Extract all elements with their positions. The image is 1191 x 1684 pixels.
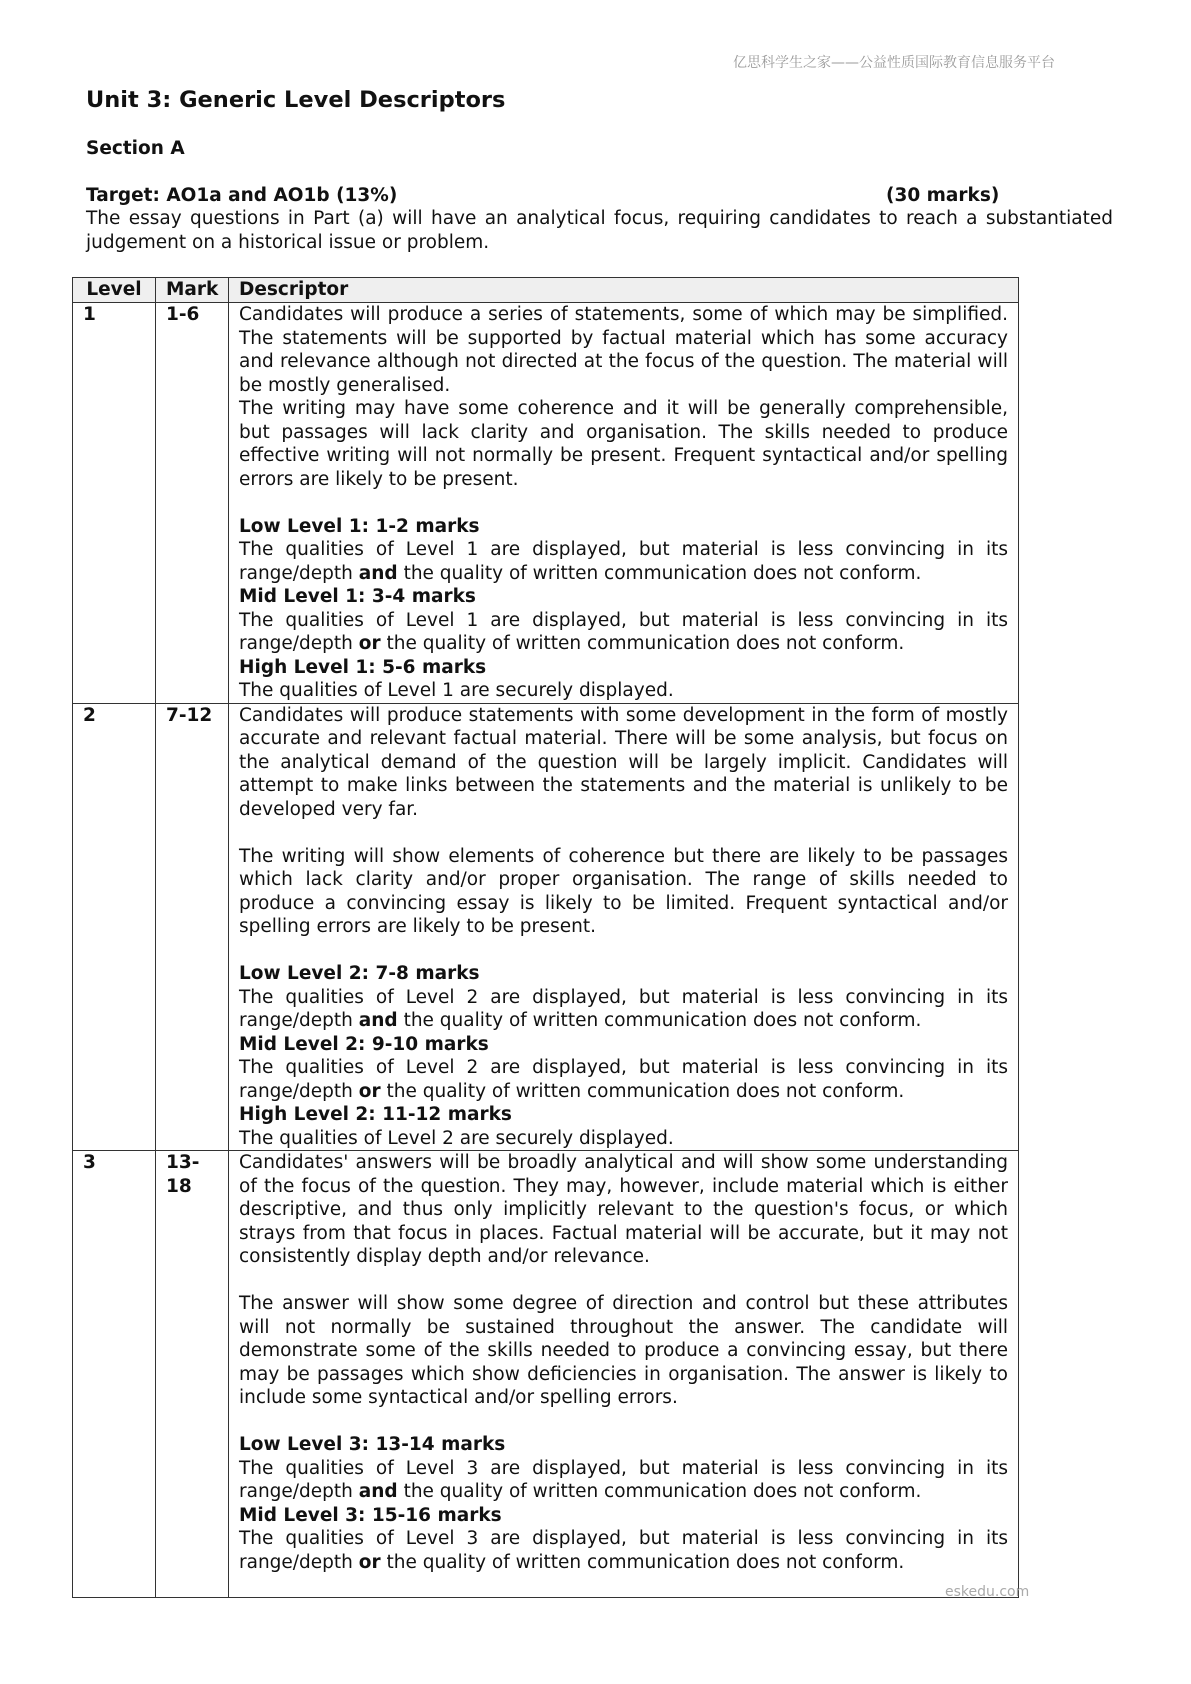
target-marks: (30 marks) (886, 185, 1000, 206)
watermark-top: 亿思科学生之家——公益性质国际教育信息服务平台 (733, 55, 1055, 71)
intro-paragraph: The essay questions in Part (a) will have an analytical focus, requiring candidates to reach a substantiated judgement on a historical issue or problem. (86, 208, 1113, 253)
level-cell: 3 (73, 1151, 156, 1598)
sublevel-text: The qualities of Level 1 are securely displayed. (239, 680, 674, 701)
sublevel-heading: Mid Level 3: 15-16 marks (239, 1504, 502, 1526)
descriptor-paragraph: Candidates will produce a series of statements, some of which may be simplified. The statements will be supported by factual material which has some accuracy and relevance although not directed at the focus of the question. The material will be mostly generalised. (239, 304, 1008, 396)
descriptor-paragraph: The answer will show some degree of direction and control but these attributes will not normally be sustained throughout the answer. The candidate will demonstrate some of the skills needed to produce a convincing essay, but there may be passages which show deficiencies in organisation. The answer is likely to include some syntactical and/or spelling errors. (239, 1293, 1008, 1408)
descriptor-cell (229, 1151, 1019, 1598)
page-title: Unit 3: Generic Level Descriptors (86, 87, 506, 113)
sublevel-text: The qualities of Level 1 are displayed, but material is less convincing in its range/depth or the quality of written communication does not conform. (239, 609, 1008, 654)
header-descriptor: Descriptor (229, 278, 1019, 303)
descriptor-paragraph: The writing will show elements of coherence but there are likely to be passages which lack clarity and/or proper organisation. The range of skills needed to produce a convincing essay is likely to be limited. Frequent syntactical and/or spelling errors are likely to be present. (239, 845, 1008, 937)
sublevel-text: The qualities of Level 2 are displayed, but material is less convincing in its range/depth or the quality of written communication does not conform. (239, 1057, 1008, 1102)
mark-cell: 7-12 (156, 703, 229, 1151)
table-row (73, 1151, 1019, 1598)
watermark-bottom: eskedu.com (945, 1584, 1030, 1600)
level-cell: 2 (73, 703, 156, 1151)
level-cell: 1 (73, 303, 156, 704)
sublevel-heading: Mid Level 2: 9-10 marks (239, 1033, 489, 1055)
target-row (86, 184, 1000, 208)
descriptor-cell (229, 703, 1019, 1151)
sublevel-text: The qualities of Level 3 are displayed, but material is less convincing in its range/depth or the quality of written communication does not conform. (239, 1528, 1008, 1573)
sublevel-heading: High Level 1: 5-6 marks (239, 656, 487, 678)
target-label: Target: AO1a and AO1b (13%) (86, 185, 398, 206)
sublevel-heading: Low Level 2: 7-8 marks (239, 963, 480, 984)
descriptor-paragraph: The writing may have some coherence and it will be generally comprehensible, but passages will lack clarity and organisation. The skills needed to produce effective writing will not normally be present. Frequent syntactical and/or spelling errors are likely to be present. (239, 398, 1008, 490)
table-row (73, 303, 1019, 704)
section-heading: Section A (86, 138, 185, 159)
mark-cell: 1-6 (156, 303, 229, 704)
header-level: Level (73, 278, 156, 303)
sublevel-text: The qualities of Level 3 are displayed, but material is less convincing in its range/depth and the quality of written communication does not conform. (239, 1457, 1008, 1502)
mark-cell: 13-18 (156, 1151, 229, 1598)
descriptor-paragraph: Candidates will produce statements with some development in the form of mostly accurate and relevant factual material. There will be some analysis, but focus on the analytical demand of the question will be largely implicit. Candidates will attempt to make links between the statements and the material is unlikely to be developed very far. (239, 704, 1008, 820)
sublevel-heading: Low Level 1: 1-2 marks (239, 515, 480, 537)
sublevel-heading: Mid Level 1: 3-4 marks (239, 586, 476, 607)
sublevel-heading: High Level 2: 11-12 marks (239, 1104, 512, 1125)
table-header-row (73, 278, 1019, 303)
sublevel-text: The qualities of Level 1 are displayed, but material is less convincing in its range/depth and the quality of written communication does not conform. (239, 539, 1008, 584)
sublevel-text: The qualities of Level 2 are securely displayed. (239, 1127, 674, 1149)
sublevel-text: The qualities of Level 2 are displayed, but material is less convincing in its range/depth and the quality of written communication does not conform. (239, 986, 1008, 1031)
descriptor-paragraph: Candidates' answers will be broadly analytical and will show some understanding of the focus of the question. They may, however, include material which is either descriptive, and thus only implicitly relevant to the question's focus, or which strays from that focus in places. Factual material will be accurate, but it may not consistently display depth and/or relevance. (239, 1152, 1008, 1267)
header-mark: Mark (156, 278, 229, 303)
level-descriptor-table (72, 277, 1019, 1598)
sublevel-heading: Low Level 3: 13-14 marks (239, 1434, 506, 1455)
table-row (73, 703, 1019, 1151)
descriptor-cell (229, 303, 1019, 704)
